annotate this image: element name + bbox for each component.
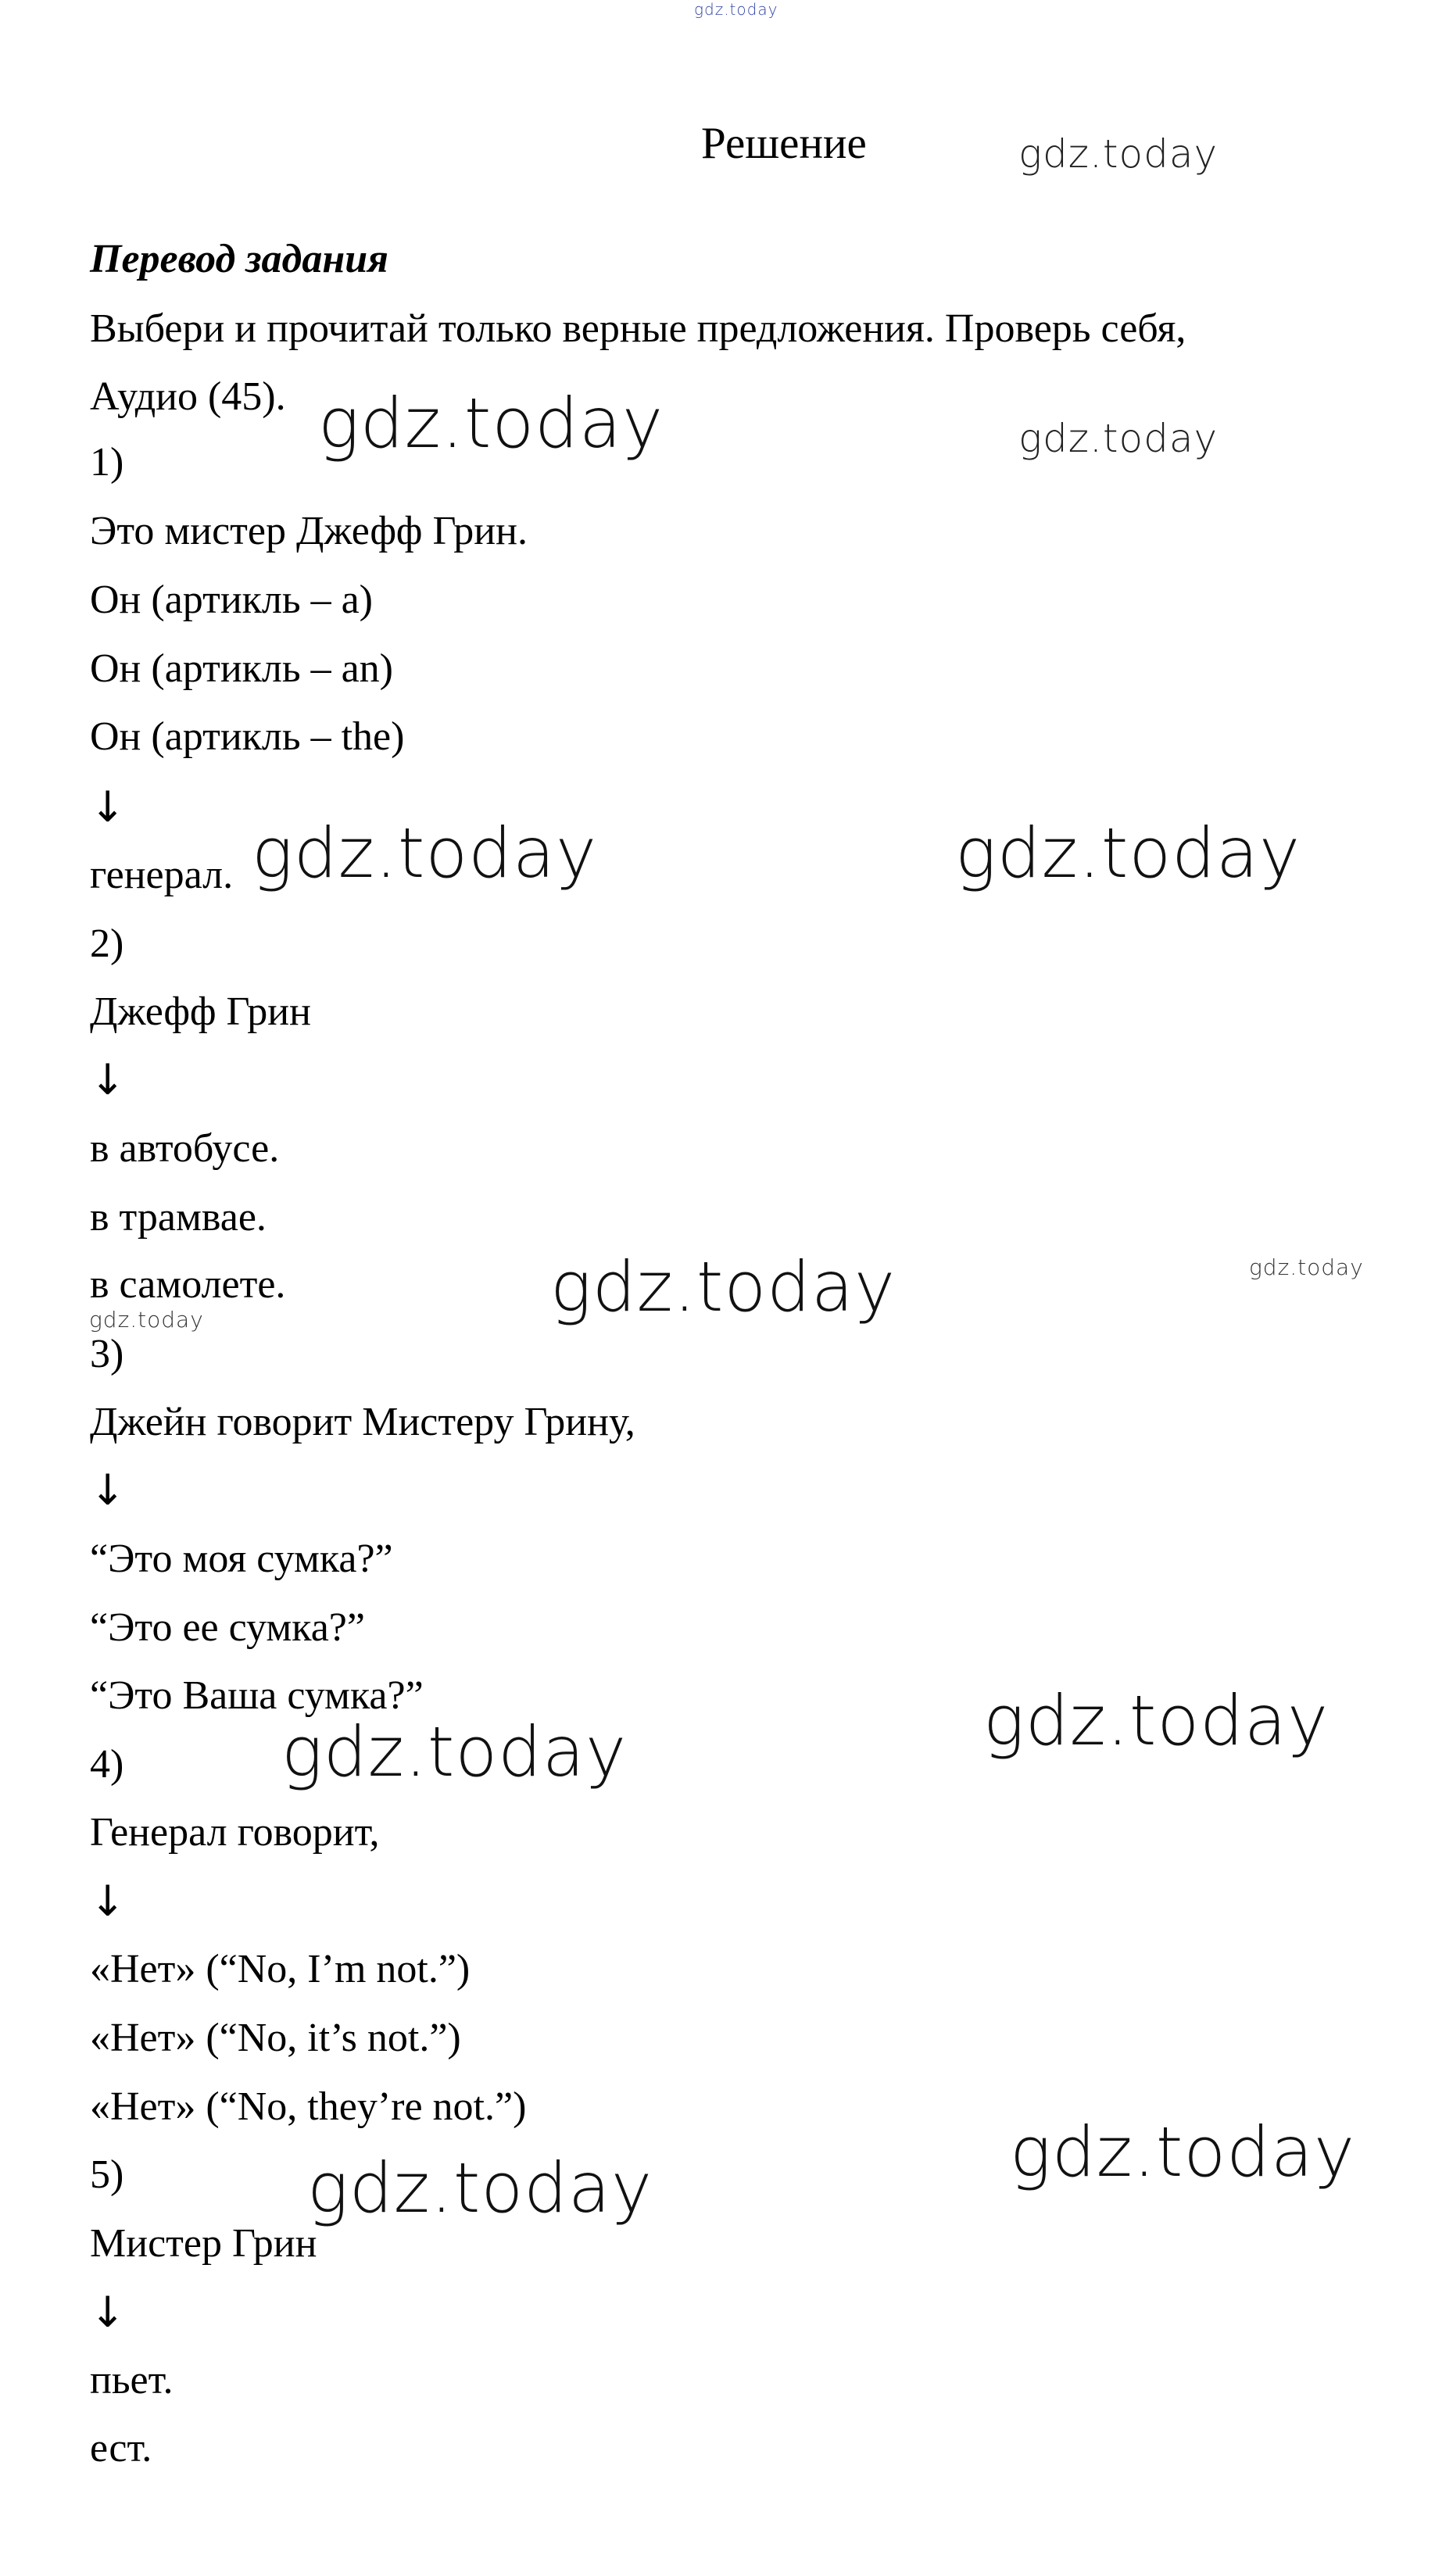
item-line: Он (артикль – the) [90,714,405,759]
item-line: в автобусе. [90,1126,280,1171]
watermark: gdz.today [550,1247,896,1327]
watermark: gdz.today [1010,2112,1356,2192]
item-line: Генерал говорит, [90,1810,380,1855]
item-line: Он (артикль – a) [90,578,373,622]
down-arrow-icon: ↓ [90,1465,126,1515]
down-arrow-icon: ↓ [90,1055,126,1104]
item-line: Мистер Грин [90,2221,317,2266]
item-number: 5) [90,2152,124,2197]
item-line: «Нет» (“No, they’re not.”) [90,2084,527,2129]
item-line: Он (артикль – an) [90,646,393,691]
item-line: «Нет» (“No, it’s not.”) [90,2016,461,2060]
item-line: “Это ее сумка?” [90,1605,365,1650]
item-line: «Нет» (“No, I’m not.”) [90,1947,471,1991]
watermark: gdz.today [318,383,664,463]
item-number: 4) [90,1742,124,1787]
item-line: в самолете. [90,1262,286,1307]
page-title: Решение [701,119,867,168]
item-line: ест. [90,2426,152,2470]
watermark: gdz.today [1249,1254,1364,1280]
item-line: Джефф Грин [90,989,311,1034]
section-subheading: Перевод задания [90,237,388,281]
instruction-text: Аудио (45). [90,374,286,419]
watermark: gdz.today [89,1307,204,1333]
watermark: gdz.today [307,2148,653,2228]
watermark: gdz.today [955,813,1301,893]
item-line: Джейн говорит Мистеру Грину, [90,1400,635,1444]
item-number: 2) [90,921,124,966]
watermark: gdz.today [694,0,778,19]
down-arrow-icon: ↓ [90,1877,126,1926]
down-arrow-icon: ↓ [90,782,126,832]
watermark: gdz.today [983,1680,1330,1761]
watermark: gdz.today [281,1712,628,1792]
item-line: Это мистер Джефф Грин. [90,509,528,553]
watermark: gdz.today [1018,131,1219,177]
item-number: 3) [90,1332,124,1376]
instruction-text: Выбери и прочитай только верные предложения. Проверь себя, [90,306,1186,351]
item-line: пьет. [90,2358,174,2402]
item-line: “Это моя сумка?” [90,1537,393,1581]
item-number: 1) [90,440,124,485]
item-line: в трамвае. [90,1195,267,1240]
item-line: “Это Ваша сумка?” [90,1673,424,1718]
item-line: генерал. [90,853,234,897]
down-arrow-icon: ↓ [90,2288,126,2337]
watermark: gdz.today [252,813,598,893]
watermark: gdz.today [1018,416,1219,461]
